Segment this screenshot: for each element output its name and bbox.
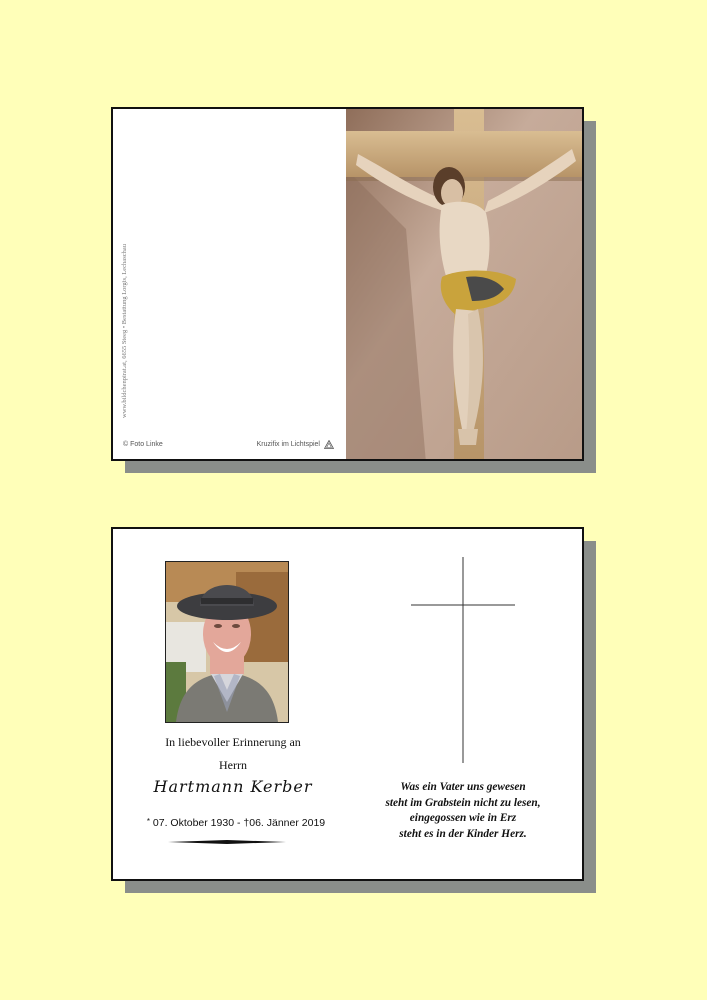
caption-text: Kruzifix im Lichtspiel	[256, 441, 320, 448]
crucifix-illustration	[346, 109, 584, 461]
portrait-photo	[165, 561, 289, 723]
memorial-intro: In liebevoller Erinnerung an	[165, 735, 301, 749]
printer-credit: www.bildchenpirat.at, 6655 Steeg • Bestattung Lorgis, Lechaschau	[121, 244, 128, 418]
ornamental-divider	[168, 840, 286, 844]
front-card	[111, 107, 584, 461]
logo-triangle-icon	[324, 440, 334, 449]
photo-credit: © Foto Linke	[123, 441, 163, 448]
poem-line: Was ein Vater uns gewesen	[400, 781, 526, 793]
life-dates	[141, 817, 331, 829]
back-card	[111, 527, 584, 881]
front-card-blank-panel	[113, 109, 346, 459]
deceased-name: Hartmann Kerber	[153, 777, 313, 796]
cross-icon	[411, 557, 515, 763]
death-date: 06. Jänner 2019	[249, 817, 326, 829]
birth-symbol: *	[146, 817, 150, 826]
memorial-poem	[363, 780, 563, 842]
date-separator: -	[234, 817, 244, 829]
crucifix-image	[346, 109, 584, 459]
poem-line: steht es in der Kinder Herz.	[399, 827, 527, 840]
death-symbol: †	[243, 817, 250, 829]
poem-line: steht im Grabstein nicht zu lesen,	[385, 796, 541, 809]
salutation: Herrn	[219, 758, 247, 772]
poem-line: eingegossen wie in Erz	[409, 812, 517, 824]
portrait-illustration	[166, 562, 288, 722]
image-caption	[257, 440, 334, 449]
birth-date: 07. Oktober 1930	[152, 817, 235, 829]
